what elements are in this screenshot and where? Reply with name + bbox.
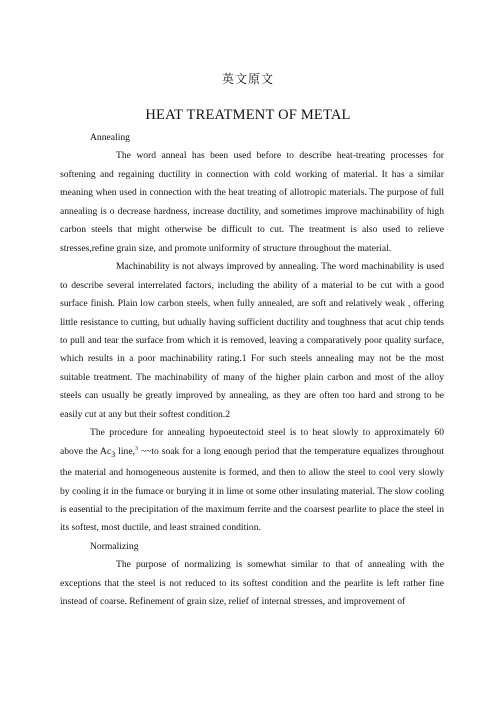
paragraph-annealing-1: The word anneal has been used before to describe heat-treating processes for softening and regaining ductility in connection with cold working of material. It has a similar meaning when used in connection with the heat treating of allotropic materials. The purpose of full annealing is o decrease hardness, increase ductility, and sometimes improve machinability of high carbon steels that might otherwise be difficult to cut. The treatment is also used to relieve stresses,refine grain size, and promote uniformity of structure throughout the material. xyxy=(60,150,444,254)
page-title: HEAT TREATMENT OF METAL xyxy=(145,107,351,123)
paragraph-annealing-3-part-a: The procedure for annealing hypoeutectoid steel is to heat slowly to approximately 60 above the Ac xyxy=(60,427,444,457)
section-heading-annealing: Annealing xyxy=(90,132,130,143)
paragraph-annealing-3 xyxy=(60,424,444,538)
paragraph-annealing-3-part-c: ~~to soak for a long enough period that the temperature equalizes throughout the material and homogeneous austenite is formed, and then to allow the steel to cool very slowly by cooling it in the fumace or burying it in lime ot some other insulating material. The slow cooling is easential to the precipitation of the maximum ferrite and the coarsest pearlite to place the steel in its softest, most ductile, and least strained condition. xyxy=(60,445,444,534)
footnote-3-marker: 3 xyxy=(134,445,138,452)
chinese-header: 英文原文 xyxy=(221,72,274,86)
section-heading-normalizing: Normalizing xyxy=(90,540,139,552)
paragraph-normalizing-1: The purpose of normalizing is somewhat similar to that of annealing with the exceptions that the steel is not reduced to its softest condition and the pearlite is left rather fine instead of coarse. Refinement of grain size, relief of internal stresses, and improvement of xyxy=(60,559,444,608)
paragraph-annealing-3-part-b: line, xyxy=(115,445,135,457)
document-body xyxy=(60,129,444,612)
paragraph-annealing-2: Machinability is not always improved by annealing. The word machinability is used to describe several interrelated factors, including the ability of a material to be cut with a good surface finish. Plain low carbon steels, when fully annealed, are soft and relatively weak , offering little resistance to cutting, but udually having sufficient ductility and toughness that acut chip tends to pull and tear the surface from which it is removed, leaving a comparatively poor quality surface, which results in a poor machinability rating.1 For such steels annealing may not be the most suitable treatment. The machinability of many of the higher plain carbon and most of the alloy steels can usually be greatly improved by annealing, as they are often too hard and strong to be easily cut at any but their softest condition.2 xyxy=(60,261,444,420)
ac3-subscript: 3 xyxy=(111,449,116,459)
